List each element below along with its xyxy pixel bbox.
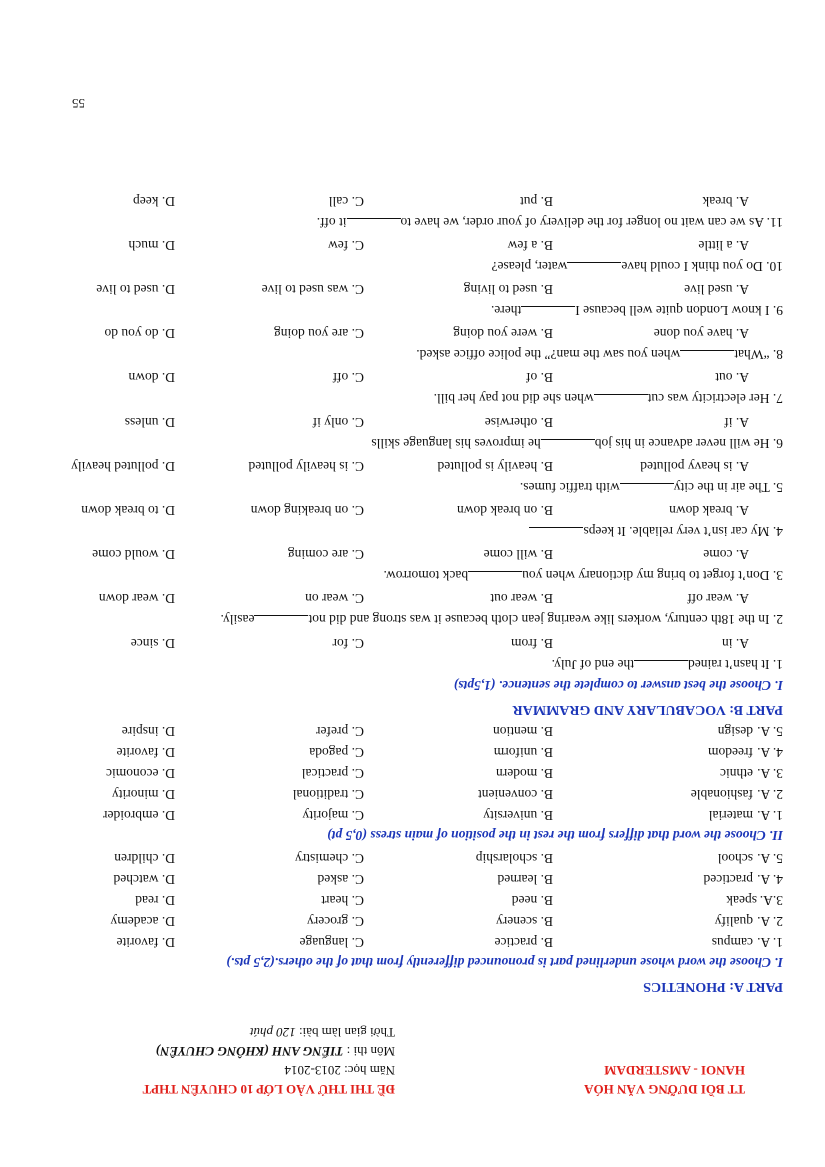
option-c: C. chemistry	[295, 851, 364, 866]
question-9	[43, 302, 783, 318]
question-text: 8. “What	[734, 347, 783, 362]
exam-title: ĐỀ THI THỬ VÀO LỚP 10 CHUYÊN THPT	[142, 1082, 395, 1097]
time-label: Thời gian làm bài:	[295, 1025, 395, 1040]
option-b: B. university	[483, 808, 553, 823]
option-c: C. traditional	[292, 787, 364, 802]
answer-blank	[680, 350, 734, 361]
option-d: D. down	[128, 370, 175, 385]
answer-blank	[255, 615, 309, 626]
option-a: A. break	[702, 194, 749, 209]
part-b-title: PART B: VOCABULARY AND GRAMMAR	[512, 702, 783, 717]
item-number: 4. A.	[757, 872, 783, 887]
option-d: D. wear down	[98, 591, 175, 606]
option-d: D. watched	[113, 872, 175, 887]
item-number: 5. A.	[757, 724, 783, 739]
option-d: D. favorite	[116, 935, 175, 950]
item-number: 5. A.	[757, 851, 783, 866]
question-3	[43, 567, 783, 583]
question-text-end: the end of July.	[551, 657, 635, 672]
question-text-end: when she did not pay her bill.	[433, 391, 594, 406]
phonetics-item	[43, 911, 783, 929]
option-d: D. economic	[106, 766, 175, 781]
option-d: D. inspire	[121, 724, 175, 739]
item-number: 1. A.	[757, 935, 783, 950]
question-text: 5. The air in the city	[673, 480, 783, 495]
question-text: 7. Her electricity was cut	[647, 391, 783, 406]
question-text-end: back tomorrow.	[383, 568, 469, 583]
option-c: C. are you doing	[274, 326, 364, 341]
question-text-end: there.	[490, 303, 522, 318]
question-8	[43, 346, 783, 362]
question-text: 3. Don’t forget to bring my dictionary when you	[522, 568, 783, 583]
option-c: C. few	[328, 238, 364, 253]
question-5-options	[43, 456, 783, 474]
option-d: D. unless	[124, 415, 175, 430]
question-5	[43, 479, 783, 495]
phonetics-item	[43, 932, 783, 950]
question-text: 10. Do you think I could have	[621, 259, 783, 274]
item-number: 2. A.	[757, 787, 783, 802]
option-c: C. was used to live	[261, 282, 364, 297]
center-name-line1: TT BỒI DƯỠNG VĂN HÓA	[584, 1082, 745, 1097]
answer-blank	[634, 660, 688, 671]
option-d: D. to break down	[81, 503, 175, 518]
option-d: D. much	[128, 238, 175, 253]
option-d: D. since	[130, 636, 175, 651]
time-line	[65, 1023, 395, 1042]
option-b: B. scenery	[496, 914, 553, 929]
option-a: ethnic	[720, 766, 753, 781]
option-c: C. language	[299, 935, 364, 950]
option-b: B. wear out	[490, 591, 553, 606]
option-a: freedom	[708, 745, 753, 760]
option-b: B. used to living	[463, 282, 553, 297]
stress-item	[43, 805, 783, 823]
answer-blank	[594, 394, 648, 405]
option-d: D. minority	[112, 787, 175, 802]
option-b: B. need	[511, 893, 553, 908]
option-c: C. asked	[317, 872, 364, 887]
phonetics-item	[43, 869, 783, 887]
stress-item	[43, 742, 783, 760]
option-a: school	[717, 851, 753, 866]
option-c: C. are coming	[287, 547, 364, 562]
question-4-options	[43, 500, 783, 518]
option-a: A. in	[722, 636, 749, 651]
answer-blank	[541, 439, 595, 450]
option-b: B. of	[526, 370, 553, 385]
answer-blank	[620, 483, 674, 494]
option-d: D. used to live	[96, 282, 175, 297]
stress-item	[43, 784, 783, 802]
question-text-end: it off.	[316, 215, 347, 230]
question-10	[43, 258, 783, 274]
center-name	[395, 1061, 745, 1099]
item-number: 3. A.	[757, 766, 783, 781]
option-d: D. do you do	[104, 326, 175, 341]
option-d: D. would come	[92, 547, 175, 562]
option-d: D. polluted heavily	[71, 459, 175, 474]
option-d: D. children	[114, 851, 175, 866]
question-text: 1. It hasn’t rained	[688, 657, 783, 672]
option-b: B. convenient	[478, 787, 553, 802]
question-text: 11. As we can wait no longer for the delivery of your order, we have to	[400, 215, 783, 230]
question-1	[43, 656, 783, 672]
option-c: C. wear on	[305, 591, 364, 606]
question-7	[43, 390, 783, 406]
option-a: design	[717, 724, 753, 739]
option-c: C. on breaking down	[250, 503, 364, 518]
school-year: Năm học: 2013-2014	[284, 1063, 395, 1078]
question-11-options	[43, 191, 783, 209]
stress-instruction: II. Choose the word that differs from the rest in the position of main stress (0,5 pt)	[327, 828, 783, 843]
option-a: A. used live	[684, 282, 749, 297]
question-text-end: he improves his language skills	[371, 436, 541, 451]
question-text: 9. I know London quite well because I	[575, 303, 783, 318]
option-c: C. majority	[302, 808, 364, 823]
answer-blank	[468, 571, 522, 582]
option-c: C. grocery	[307, 914, 364, 929]
question-text-end: water, please?	[491, 259, 568, 274]
item-number: 2. A.	[757, 914, 783, 929]
question-6	[43, 435, 783, 451]
stress-item	[43, 721, 783, 739]
question-text: 6. He will never advance in his job	[594, 436, 783, 451]
option-c: C. only if	[312, 415, 364, 430]
option-b: B. scholarship	[475, 851, 553, 866]
time-value: 120 phút	[249, 1025, 296, 1040]
phonetics-item	[43, 890, 783, 908]
option-b: B. from	[511, 636, 553, 651]
option-a: A. is heavy polluted	[640, 459, 749, 474]
option-a: fashionable	[690, 787, 753, 802]
phonetics-item	[43, 848, 783, 866]
option-a: A. a little	[698, 238, 749, 253]
option-a: qualify	[714, 914, 753, 929]
question-text-end: easily.	[220, 612, 255, 627]
question-text-end: when you saw the man?” the police office asked.	[416, 347, 681, 362]
option-d: D. academy	[110, 914, 175, 929]
question-text-end: with traffic fumes.	[519, 480, 620, 495]
part-a-title: PART A: PHONETICS	[643, 979, 783, 994]
option-c: C. is heavily polluted	[248, 459, 364, 474]
option-b: B. will come	[483, 547, 553, 562]
option-d: D. read	[135, 893, 175, 908]
option-b: B. modern	[496, 766, 553, 781]
option-a: campus	[711, 935, 753, 950]
answer-blank	[347, 218, 401, 229]
option-b: B. learned	[497, 872, 553, 887]
item-number: 3.A.	[759, 893, 783, 908]
option-a: practiced	[703, 872, 753, 887]
option-d: D. embroider	[103, 808, 175, 823]
option-c: C. prefer	[316, 724, 364, 739]
item-number: 1. A.	[757, 808, 783, 823]
question-9-options	[43, 279, 783, 297]
option-a: A. break down	[669, 503, 749, 518]
item-number: 4. A.	[757, 745, 783, 760]
subject-label: Môn thi :	[343, 1044, 395, 1059]
question-4	[43, 523, 783, 539]
option-a: A. have you done	[653, 326, 749, 341]
center-name-line2: HANOI - AMSTERDAM	[604, 1063, 745, 1078]
question-1-options	[43, 633, 783, 651]
option-a: A. wear off	[687, 591, 749, 606]
subject-line	[65, 1042, 395, 1061]
grammar-instruction: I. Choose the best answer to complete the sentence. (1,5pts)	[453, 678, 783, 693]
option-b: B. uniform	[493, 745, 553, 760]
option-a: A. if	[724, 415, 749, 430]
option-b: B. put	[519, 194, 553, 209]
page-number: 55	[72, 96, 85, 111]
question-2-options	[43, 588, 783, 606]
option-a: A. out	[715, 370, 749, 385]
stress-item	[43, 763, 783, 781]
option-b: B. heavily is polluted	[437, 459, 553, 474]
option-c: C. pagoda	[309, 745, 364, 760]
answer-blank	[521, 306, 575, 317]
option-c: C. for	[332, 636, 364, 651]
option-a: material	[708, 808, 753, 823]
option-b: B. were you doing	[453, 326, 553, 341]
answer-blank	[567, 262, 621, 273]
option-c: C. heart	[321, 893, 364, 908]
question-text: 4. My car isn’t very reliable. It keeps	[583, 524, 783, 539]
question-2	[43, 611, 783, 627]
question-6-options	[43, 412, 783, 430]
option-a: speak	[726, 893, 757, 908]
option-d: D. favorite	[116, 745, 175, 760]
answer-blank	[529, 527, 583, 538]
subject-value: TIẾNG ANH (KHÔNG CHUYÊN)	[155, 1044, 344, 1059]
option-b: B. mention	[493, 724, 553, 739]
option-b: B. practice	[494, 935, 553, 950]
phonetics-instruction-1: I. Choose the word whose underlined part is pronounced differently from that of the others.(2,5 pts.)	[226, 955, 783, 970]
option-b: B. a few	[507, 238, 553, 253]
option-c: C. practical	[301, 766, 364, 781]
question-10-options	[43, 235, 783, 253]
exam-info	[65, 1023, 395, 1099]
question-3-options	[43, 544, 783, 562]
question-8-options	[43, 323, 783, 341]
question-7-options	[43, 367, 783, 385]
option-c: C. call	[328, 194, 364, 209]
question-11	[43, 214, 783, 230]
option-c: C. off	[332, 370, 364, 385]
option-b: B. on break down	[457, 503, 553, 518]
option-b: B. otherwise	[484, 415, 553, 430]
option-a: A. come	[703, 547, 749, 562]
question-text: 2. In the 18th century, workers like wearing jean cloth because it was strong and did not	[308, 612, 783, 627]
option-d: D. keep	[133, 194, 175, 209]
